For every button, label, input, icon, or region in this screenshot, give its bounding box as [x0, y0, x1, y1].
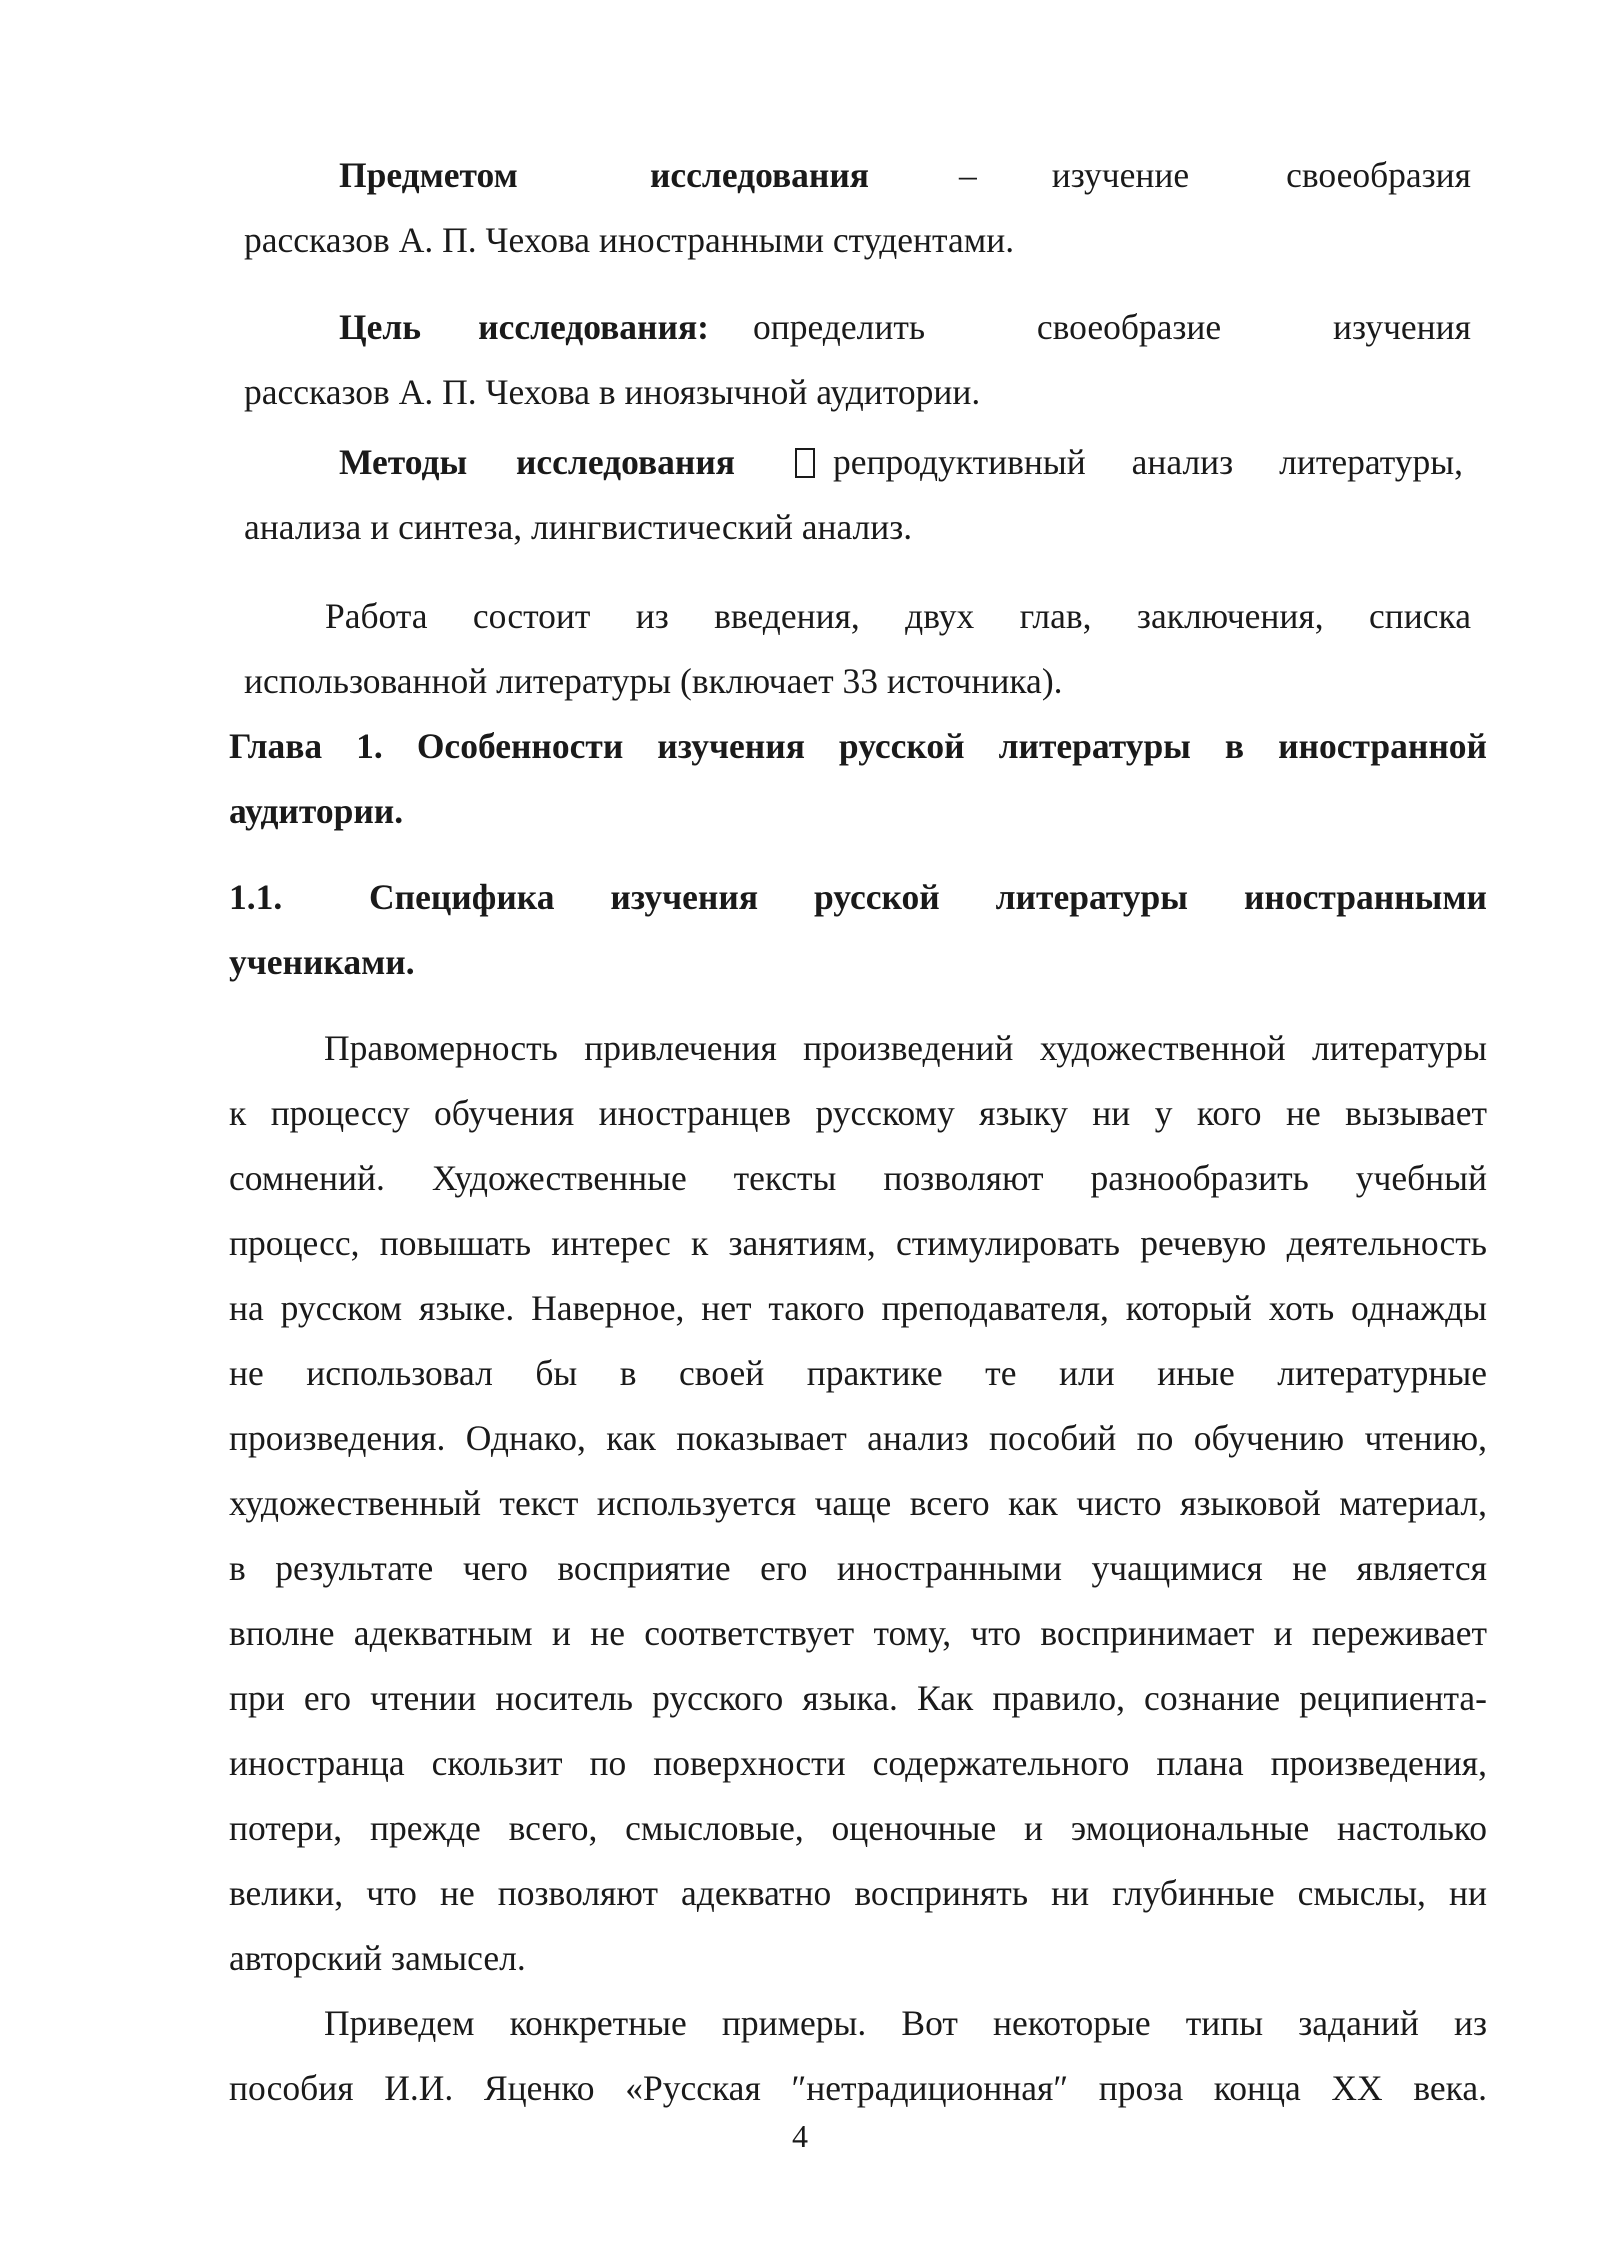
body-line: Приведем конкретные примеры. Вот некоторые типы заданий из: [324, 2003, 1487, 2043]
body-line: Правомерность привлечения произведений художественной литературы: [324, 1028, 1487, 1068]
body-line: при его чтении носитель русского языка. Как правило, сознание реципиента-: [229, 1678, 1487, 1718]
section-number: 1.1.: [229, 877, 283, 917]
section-title-line2: учениками.: [229, 942, 415, 982]
subject-paragraph: [244, 143, 1471, 273]
body-line: не использовал бы в своей практике те или иные литературные: [229, 1353, 1487, 1393]
body-line: к процессу обучения иностранцев русскому языку ни у кого не вызывает: [229, 1093, 1487, 1133]
body-line: сомнений. Художественные тексты позволяют разнообразить учебный: [229, 1158, 1487, 1198]
body-line: на русском языке. Наверное, нет такого преподавателя, который хоть однажды: [229, 1288, 1487, 1328]
body-line-last: авторский замысел.: [229, 1938, 526, 1978]
missing-glyph-icon: [795, 448, 815, 478]
body-line: потери, прежде всего, смысловые, оценочные и эмоциональные настолько: [229, 1808, 1487, 1848]
subject-label-1: [339, 143, 869, 208]
subject-rest: изучение своеобразия: [1051, 155, 1471, 195]
structure-paragraph: [244, 584, 1471, 714]
page-number: 4: [792, 2118, 808, 2154]
chapter-heading-line1: Глава 1. Особенности изучения русской литературы в иностранной: [229, 726, 1487, 766]
body-line: произведения. Однако, как показывает анализ пособий по обучению чтению,: [229, 1418, 1487, 1458]
chapter-heading-line2: аудитории.: [229, 791, 404, 831]
body-line: велики, что не позволяют адекватно воспринять ни глубинные смыслы, ни: [229, 1873, 1487, 1913]
body-line: иностранца скользит по поверхности содержательного плана произведения,: [229, 1743, 1487, 1783]
methods-line2: анализа и синтеза, лингвистический анализ.: [244, 507, 913, 547]
body-paragraph-2: [229, 1991, 1487, 2121]
body-paragraph-1: [229, 1016, 1487, 1991]
methods-paragraph: [244, 430, 1471, 560]
structure-line2: использованной литературы (включает 33 источника).: [244, 661, 1063, 701]
goal-paragraph: [244, 295, 1471, 425]
section-title-line1: Специфика изучения русской литературы иностранными: [369, 877, 1487, 917]
body-line: процесс, повышать интерес к занятиям, стимулировать речевую деятельность: [229, 1223, 1487, 1263]
structure-line1: Работа состоит из введения, двух глав, заключения, списка: [325, 596, 1471, 636]
body-line: в результате чего восприятие его иностранными учащимися не является: [229, 1548, 1487, 1588]
subject-line2: рассказов А. П. Чехова иностранными студентами.: [244, 220, 1015, 260]
methods-rest: репродуктивный анализ литературы,: [833, 442, 1463, 482]
goal-label: Цель исследования:: [339, 307, 709, 347]
section-heading: [229, 865, 1487, 995]
methods-label: Методы исследования: [339, 442, 735, 482]
goal-rest: определить своеобразие изучения: [753, 307, 1471, 347]
chapter-heading: [229, 714, 1487, 844]
subject-label: Предметом исследования: [339, 155, 869, 195]
body-line: вполне адекватным и не соответствует тому, что воспринимает и переживает: [229, 1613, 1487, 1653]
body-line: пособия И.И. Яценко «Русская ″нетрадиционная″ проза конца XX века.: [229, 2068, 1487, 2108]
body-line: художественный текст используется чаще всего как чисто языковой материал,: [229, 1483, 1487, 1523]
subject-dash: –: [959, 155, 977, 195]
goal-line2: рассказов А. П. Чехова в иноязычной аудитории.: [244, 372, 981, 412]
